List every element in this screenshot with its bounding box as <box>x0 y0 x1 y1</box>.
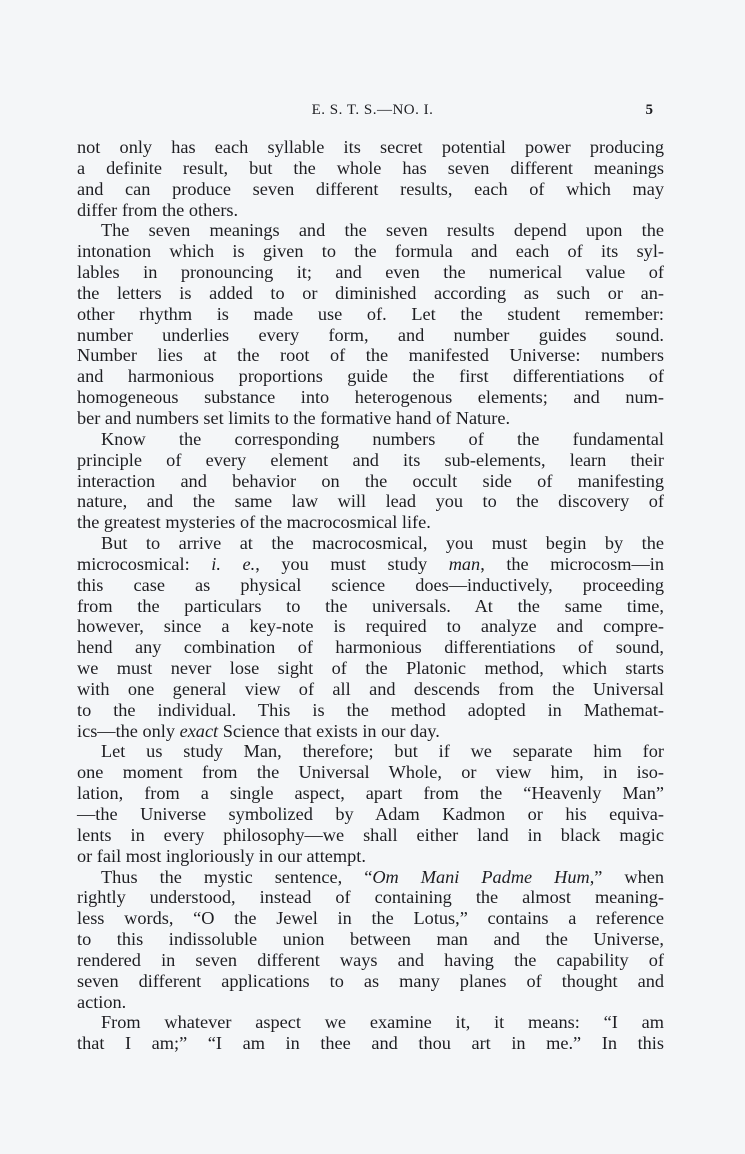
text-segment: , you must study <box>255 553 449 574</box>
text-segment: Thus the mystic sentence, “ <box>101 866 373 887</box>
text-line: —the Universe symbolized by Adam Kadmon or his equiva- <box>77 804 664 824</box>
text-line: interaction and behavior on the occult side of manifesting <box>77 470 664 491</box>
text-line: principle of every element and its sub-elements, learn their <box>77 449 664 470</box>
text-line: nature, and the same law will lead you to the discovery of <box>77 491 664 512</box>
text-line: from the particulars to the universals. At the same time, <box>77 595 664 616</box>
text-line: other rhythm is made use of. Let the student remember: <box>77 303 664 324</box>
text-line: that I am;” “I am in thee and thou art in me.” In this <box>77 1033 664 1054</box>
text-line: lation, from a single aspect, apart from the “Heavenly Man” <box>77 783 664 804</box>
text-line: less words, “O the Jewel in the Lotus,” contains a reference <box>77 908 664 929</box>
italic-text: exact <box>179 720 219 741</box>
text-line: lables in pronouncing it; and even the numerical value of <box>77 262 664 283</box>
text-line: seven different applications to as many planes of thought and <box>77 970 664 991</box>
text-line <box>77 554 664 575</box>
text-segment: microcosmical: <box>77 553 212 574</box>
text-line: intonation which is given to the formula and each of its syl- <box>77 241 664 262</box>
text-line: number underlies every form, and number guides sound. <box>77 324 664 345</box>
paragraph-first-line: From whatever aspect we examine it, it means: “I am <box>101 1012 664 1033</box>
paragraph-first-line: Let us study Man, therefore; but if we separate him for <box>101 741 664 762</box>
text-line: ber and numbers set limits to the formative hand of Nature. <box>77 407 511 428</box>
paragraph-first-line: Know the corresponding numbers of the fundamental <box>101 428 664 449</box>
text-line: action. <box>77 991 127 1012</box>
text-line: and can produce seven different results, each of which may <box>77 178 664 199</box>
text-line: the letters is added to or diminished according as such or an- <box>77 282 664 303</box>
text-segment: Science that exists in our day. <box>218 720 440 741</box>
text-line: to this indissoluble union between man and the Universe, <box>77 929 664 950</box>
text-line: to the individual. This is the method adopted in Mathemat- <box>77 699 664 720</box>
page-number: 5 <box>645 102 653 118</box>
text-line: rendered in seven different ways and having the capability of <box>77 949 664 970</box>
text-line: the greatest mysteries of the macrocosmical life. <box>77 512 431 533</box>
text-line: Number lies at the root of the manifested Universe: numbers <box>77 345 664 366</box>
text-line: this case as physical science does—inductively, proceeding <box>77 574 664 595</box>
italic-text: man <box>448 553 481 574</box>
paragraph-first-line: But to arrive at the macrocosmical, you must begin by the <box>101 533 664 554</box>
text-line: one moment from the Universal Whole, or view him, in iso- <box>77 762 664 783</box>
body-text <box>77 137 664 1054</box>
paragraph-first-line <box>77 867 664 888</box>
text-line <box>77 721 664 742</box>
text-line: with one general view of all and descends from the Universal <box>77 678 664 699</box>
text-line: or fail most ingloriously in our attempt. <box>77 845 366 866</box>
text-line: and harmonious proportions guide the first differentiations of <box>77 366 664 387</box>
paragraph-first-line: The seven meanings and the seven results depend upon the <box>101 220 664 241</box>
text-line: however, since a key-note is required to analyze and compre- <box>77 616 664 637</box>
text-segment: ,” when <box>589 866 665 887</box>
text-line: differ from the others. <box>77 199 239 220</box>
text-line: not only has each syllable its secret potential power producing <box>77 137 664 157</box>
running-head <box>0 102 745 126</box>
italic-text: i. e. <box>211 553 256 574</box>
text-line: homogeneous substance into heterogenous elements; and num- <box>77 387 664 408</box>
text-line: lents in every philosophy—we shall either land in black magic <box>77 824 664 845</box>
text-line: hend any combination of harmonious differentiations of sound, <box>77 637 664 658</box>
running-title: E. S. T. S.—NO. I. <box>311 102 434 118</box>
text-line: rightly understood, instead of containing the almost meaning- <box>77 887 664 908</box>
italic-text: Om Mani Padme Hum <box>372 866 590 887</box>
text-line: a definite result, but the whole has seven different meanings <box>77 157 664 178</box>
text-segment: , the microcosm—in <box>480 553 664 574</box>
text-segment: ics—the only <box>77 720 180 741</box>
text-line: we must never lose sight of the Platonic method, which starts <box>77 658 664 679</box>
